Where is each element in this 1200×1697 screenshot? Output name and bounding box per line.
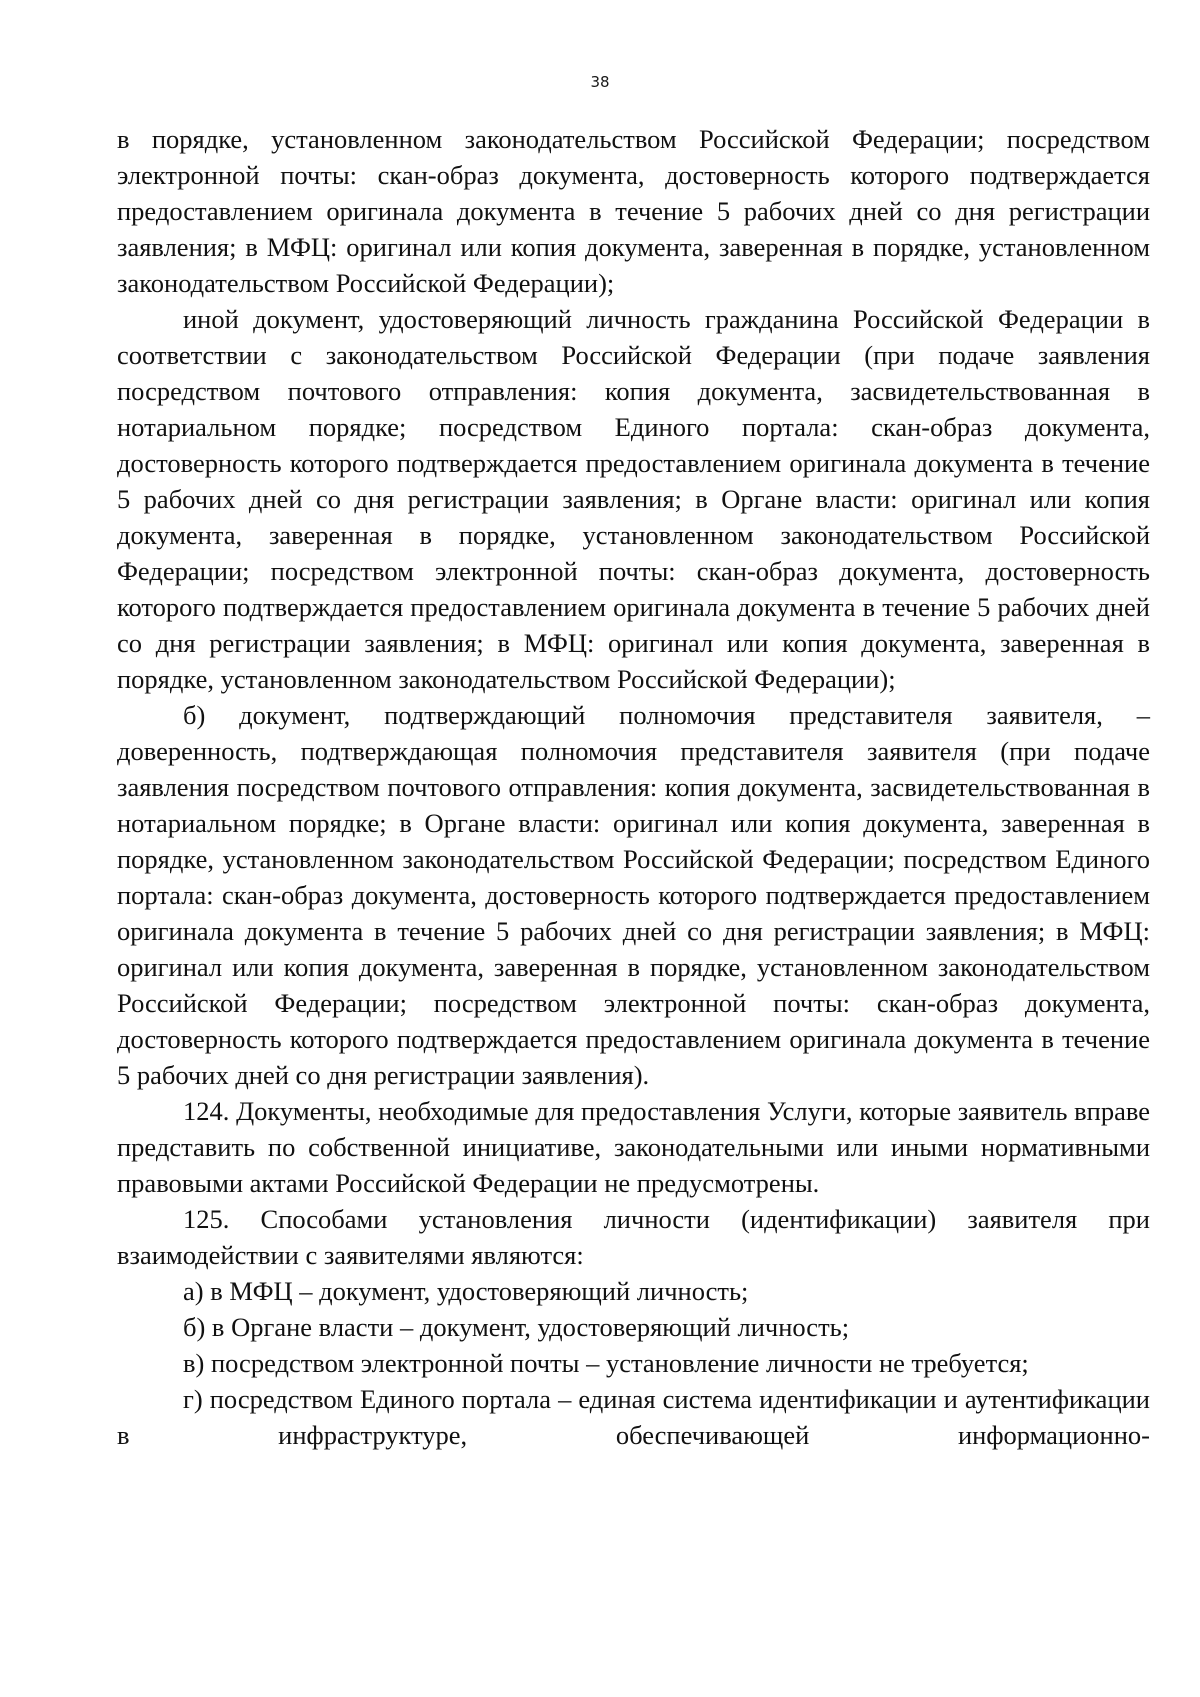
paragraph-other-identity-document: иной документ, удостоверяющий личность гражданина Российской Федерации в соответствии с законодательством Российской Федерации (при подаче заявления посредством почтового отправления: копия документа, засвидетельствованная в нотариальном порядке; посредством Единого портала: скан-образ документа, достоверность которого подтверждается предоставлением оригинала документа в течение 5 рабочих дней со дня регистрации заявления; в Органе власти: оригинал или копия документа, заверенная в порядке, установленном законодательством Российской Федерации; посредством электронной почты: скан-образ документа, достоверность которого подтверждается предоставлением оригинала документа в течение 5 рабочих дней со дня регистрации заявления; в МФЦ: оригинал или копия документа, заверенная в порядке, установленном законодательством Российской Федерации); <box>117 304 1150 694</box>
list-item-g: г) посредством Единого портала – единая система идентификации и аутентификации в инфраструктуре, обеспечивающей информационно- <box>117 1384 1150 1450</box>
list-item-a: а) в МФЦ – документ, удостоверяющий личность; <box>183 1276 749 1306</box>
paragraph-item-125: 125. Способами установления личности (идентификации) заявителя при взаимодействии с заявителями являются: <box>117 1204 1150 1270</box>
paragraph-continuation: в порядке, установленном законодательством Российской Федерации; посредством электронной почты: скан-образ документа, достоверность которого подтверждается предоставлением оригинала документа в течение 5 рабочих дней со дня регистрации заявления; в МФЦ: оригинал или копия документа, заверенная в порядке, установленном законодательством Российской Федерации); <box>117 124 1150 298</box>
page-number: 38 <box>590 73 610 91</box>
paragraph-item-124: 124. Документы, необходимые для предоставления Услуги, которые заявитель вправе представить по собственной инициативе, законодательными или иными нормативными правовыми актами Российской Федерации не предусмотрены. <box>117 1096 1150 1198</box>
paragraph-representative-authority: б) документ, подтверждающий полномочия представителя заявителя, – доверенность, подтверждающая полномочия представителя заявителя (при подаче заявления посредством почтового отправления: копия документа, засвидетельствованная в нотариальном порядке; в Органе власти: оригинал или копия документа, заверенная в порядке, установленном законодательством Российской Федерации; посредством Единого портала: скан-образ документа, достоверность которого подтверждается предоставлением оригинала документа в течение 5 рабочих дней со дня регистрации заявления; в МФЦ: оригинал или копия документа, заверенная в порядке, установленном законодательством Российской Федерации; посредством электронной почты: скан-образ документа, достоверность которого подтверждается предоставлением оригинала документа в течение 5 рабочих дней со дня регистрации заявления). <box>117 700 1150 1090</box>
list-item-b: б) в Органе власти – документ, удостоверяющий личность; <box>183 1312 850 1342</box>
document-body <box>117 121 1150 1453</box>
list-item-v: в) посредством электронной почты – установление личности не требуется; <box>183 1348 1029 1378</box>
